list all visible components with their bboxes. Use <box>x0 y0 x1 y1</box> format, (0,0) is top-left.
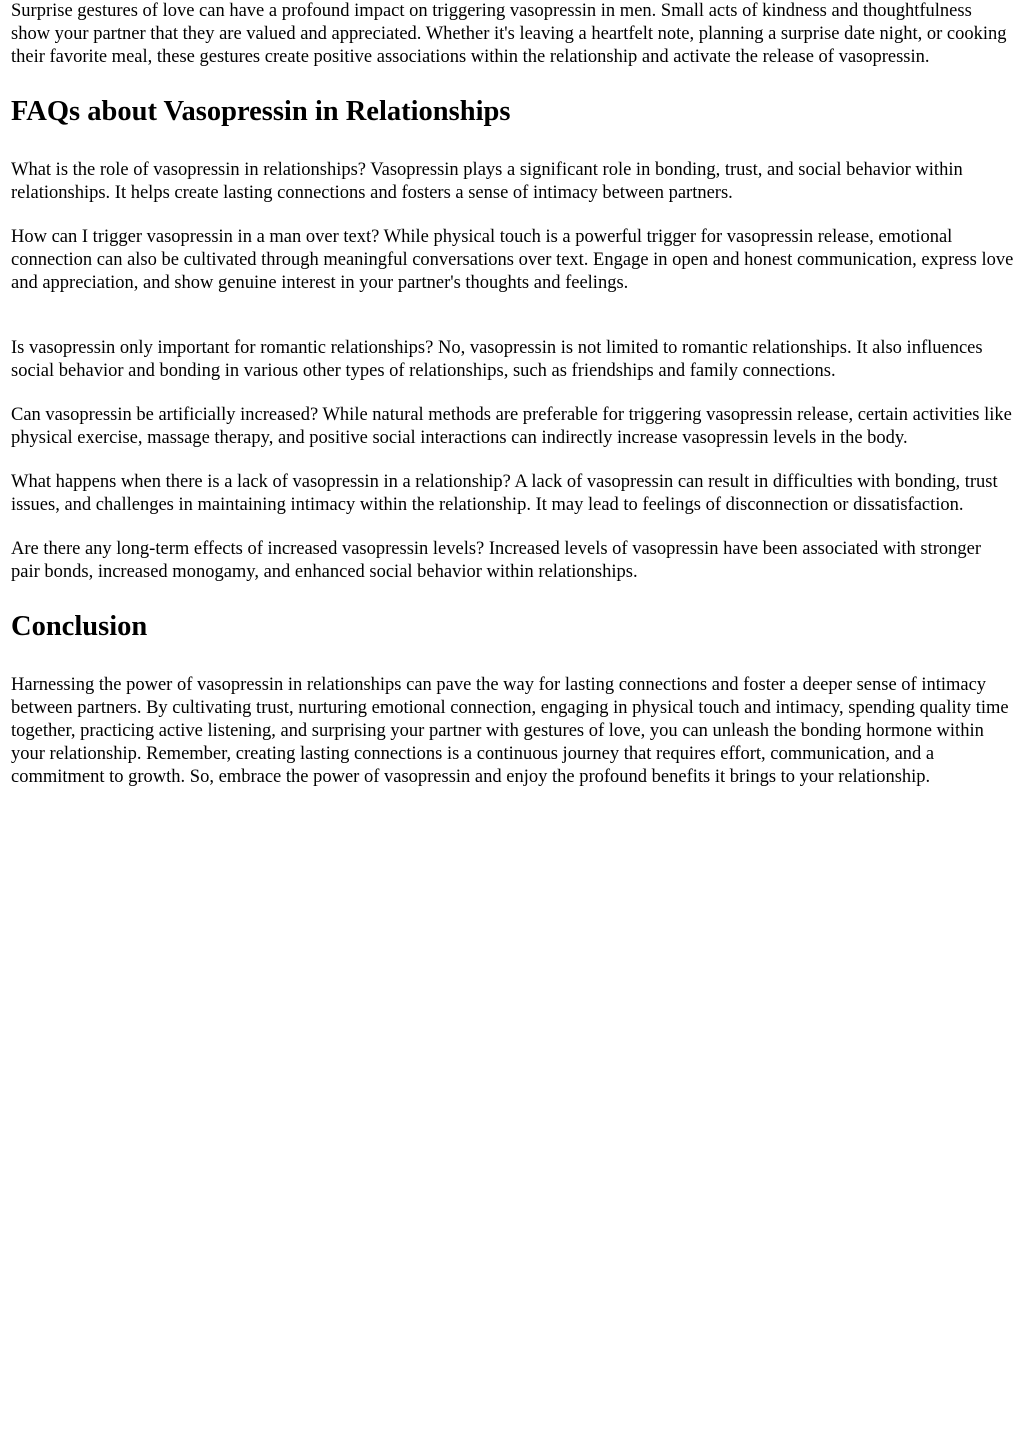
conclusion-heading: Conclusion <box>11 611 148 642</box>
article-body <box>11 0 1014 789</box>
faq-item: Are there any long-term effects of increased vasopressin levels? Increased levels of vasopressin have been associated with stronger pair bonds, increased monogamy, and enhanced social behavior within relationships. <box>11 539 982 582</box>
faq-item: What happens when there is a lack of vasopressin in a relationship? A lack of vasopressin can result in difficulties with bonding, trust issues, and challenges in maintaining intimacy within the relationship. It may lead to feelings of disconnection or dissatisfaction. <box>11 472 998 515</box>
faq-item: How can I trigger vasopressin in a man over text? While physical touch is a powerful trigger for vasopressin release, emotional connection can also be cultivated through meaningful conversations over text. Engage in open and honest communication, express love and appreciation, and show genuine interest in your partner's thoughts and feelings. <box>11 227 1014 293</box>
faq-item: What is the role of vasopressin in relationships? Vasopressin plays a significant role in bonding, trust, and social behavior within relationships. It helps create lasting connections and fosters a sense of intimacy between partners. <box>11 160 963 203</box>
faq-item: Is vasopressin only important for romantic relationships? No, vasopressin is not limited to romantic relationships. It also influences social behavior and bonding in various other types of relationships, such as friendships and family connections. <box>11 338 983 381</box>
faqs-heading: FAQs about Vasopressin in Relationships <box>11 96 511 127</box>
faq-item: Can vasopressin be artificially increased? While natural methods are preferable for triggering vasopressin release, certain activities like physical exercise, massage therapy, and positive social interactions can indirectly increase vasopressin levels in the body. <box>11 405 1012 448</box>
intro-paragraph: Surprise gestures of love can have a profound impact on triggering vasopressin in men. Small acts of kindness and thoughtfulness show your partner that they are valued and appreciated. Whether it's leaving a heartfelt note, planning a surprise date night, or cooking their favorite meal, these gestures create positive associations within the relationship and activate the release of vasopressin. <box>11 1 1007 67</box>
conclusion-paragraph: Harnessing the power of vasopressin in relationships can pave the way for lasting connections and foster a deeper sense of intimacy between partners. By cultivating trust, nurturing emotional connection, engaging in physical touch and intimacy, spending quality time together, practicing active listening, and surprising your partner with gestures of love, you can unleash the bonding hormone within your relationship. Remember, creating lasting connections is a continuous journey that requires effort, communication, and a commitment to growth. So, embrace the power of vasopressin and enjoy the profound benefits it brings to your relationship. <box>11 675 1009 787</box>
